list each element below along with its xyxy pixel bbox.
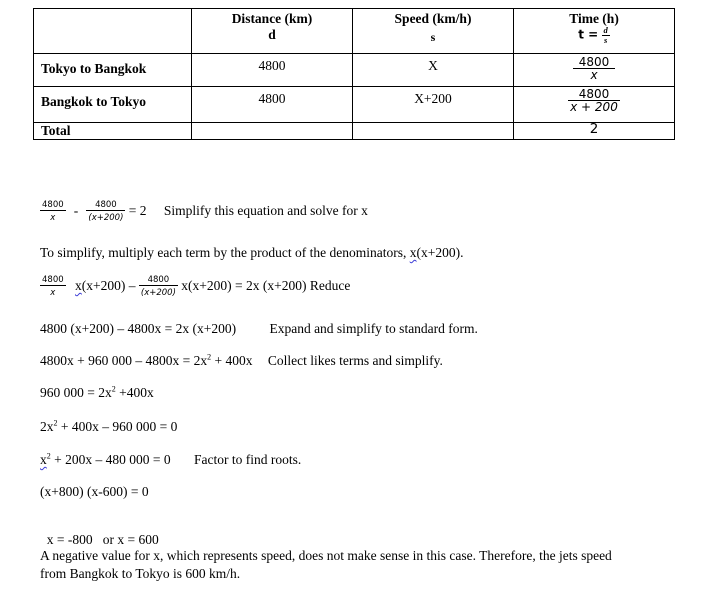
eq1-minus: - xyxy=(73,203,79,219)
row-label-tokyo-bangkok: Tokyo to Bangkok xyxy=(34,54,192,87)
time-formula-num: d xyxy=(603,25,608,35)
eq4-note: Collect likes terms and simplify. xyxy=(267,353,443,368)
header-speed-var: s xyxy=(430,30,436,44)
equation-5 xyxy=(40,385,154,401)
eq1-den1: x xyxy=(50,213,56,223)
eq9-expr: x = -800 or x = 600 xyxy=(46,532,159,547)
row-label-total: Total xyxy=(34,123,192,140)
header-blank-cell xyxy=(34,9,192,54)
eq5-lhs: 960 000 = 2x xyxy=(40,385,112,400)
row2-distance: 4800 xyxy=(192,87,353,123)
equation-3 xyxy=(40,321,478,337)
row1-time-den: x xyxy=(590,68,598,82)
instruction-suffix: (x+200). xyxy=(416,245,464,260)
row-label-bangkok-tokyo: Bangkok to Tokyo xyxy=(34,87,192,123)
row2-time-den: x + 200 xyxy=(570,100,618,114)
total-speed-blank xyxy=(353,123,514,140)
equation-1 xyxy=(40,201,368,223)
eq7-exp: 2 xyxy=(46,451,51,461)
eq1-num2: 4800 xyxy=(86,201,125,211)
eq6-exp: 2 xyxy=(53,418,58,428)
row2-time xyxy=(514,87,675,123)
eq1-note: Simplify this equation and solve for x xyxy=(163,203,368,219)
eq2-squig: x xyxy=(75,278,82,294)
eq2-num1: 4800 xyxy=(42,275,64,285)
eq2-num2: 4800 xyxy=(139,276,178,286)
time-formula-fraction xyxy=(602,26,610,45)
conclusion xyxy=(40,548,612,582)
eq2-den1: x xyxy=(50,288,56,298)
eq1-den2: (x+200) xyxy=(88,213,124,223)
header-time xyxy=(514,9,675,54)
eq2-fraction-1 xyxy=(40,276,66,298)
eq1-fraction-2 xyxy=(86,201,125,223)
eq4-mid: + 400x xyxy=(211,353,253,368)
eq6-rest: + 400x – 960 000 = 0 xyxy=(57,419,178,434)
conclusion-line-1: A negative value for x, which represents speed, does not make sense in this case. Therefore, the jets speed xyxy=(40,548,612,563)
row1-time xyxy=(514,54,675,87)
equation-7 xyxy=(40,452,301,468)
eq3-expr: 4800 (x+200) – 4800x = 2x (x+200) xyxy=(40,321,237,336)
row2-time-fraction xyxy=(568,88,620,113)
row1-time-num: 4800 xyxy=(573,56,616,69)
eq3-note: Expand and simplify to standard form. xyxy=(269,321,478,336)
equation-4 xyxy=(40,353,443,369)
eq8-expr: (x+800) (x-600) = 0 xyxy=(40,484,149,499)
row1-distance: 4800 xyxy=(192,54,353,87)
eq1-rhs: = 2 xyxy=(128,203,147,219)
instruction-prefix: To simplify, multiply each term by the product of the denominators, xyxy=(40,245,407,260)
eq2-den2: (x+200) xyxy=(140,288,176,298)
eq5-rest: +400x xyxy=(115,385,154,400)
eq2-rhs: x(x+200) = 2x (x+200) Reduce xyxy=(181,278,351,294)
eq7-rest: + 200x – 480 000 = 0 xyxy=(50,452,171,467)
row1-time-fraction xyxy=(573,56,616,81)
eq4-exp: 2 xyxy=(207,352,212,362)
eq6-lhs: 2x xyxy=(40,419,54,434)
total-time: 2 xyxy=(514,123,675,140)
row2-time-num: 4800 xyxy=(568,88,620,101)
instruction-squig: x xyxy=(409,245,417,260)
eq1-num1: 4800 xyxy=(42,200,64,210)
instruction-line xyxy=(40,245,463,261)
row1-speed: X xyxy=(353,54,514,87)
header-distance-title: Distance (km) xyxy=(231,11,313,26)
time-formula-den: s xyxy=(604,35,608,45)
eq7-note: Factor to find roots. xyxy=(193,452,302,467)
equation-6 xyxy=(40,419,177,435)
row2-speed: X+200 xyxy=(353,87,514,123)
header-distance-var: d xyxy=(268,27,276,42)
eq5-exp: 2 xyxy=(111,384,116,394)
speed-distance-time-table xyxy=(33,8,675,140)
header-time-title: Time (h) xyxy=(569,11,619,26)
total-distance-blank xyxy=(192,123,353,140)
eq4-lhs: 4800x + 960 000 – 4800x = 2x xyxy=(40,353,208,368)
time-formula-lhs: t = xyxy=(578,27,599,42)
header-speed xyxy=(353,9,514,54)
eq2-mid1: (x+200) – xyxy=(81,278,136,294)
equation-9 xyxy=(40,516,159,548)
eq2-fraction-2 xyxy=(139,276,178,298)
equation-8 xyxy=(40,484,149,500)
header-speed-title: Speed (km/h) xyxy=(394,11,472,26)
eq1-fraction-1 xyxy=(40,201,66,223)
equation-2 xyxy=(40,276,350,298)
header-distance xyxy=(192,9,353,54)
conclusion-line-2: from Bangkok to Tokyo is 600 km/h. xyxy=(40,566,241,581)
eq7-squig: x xyxy=(40,452,47,467)
